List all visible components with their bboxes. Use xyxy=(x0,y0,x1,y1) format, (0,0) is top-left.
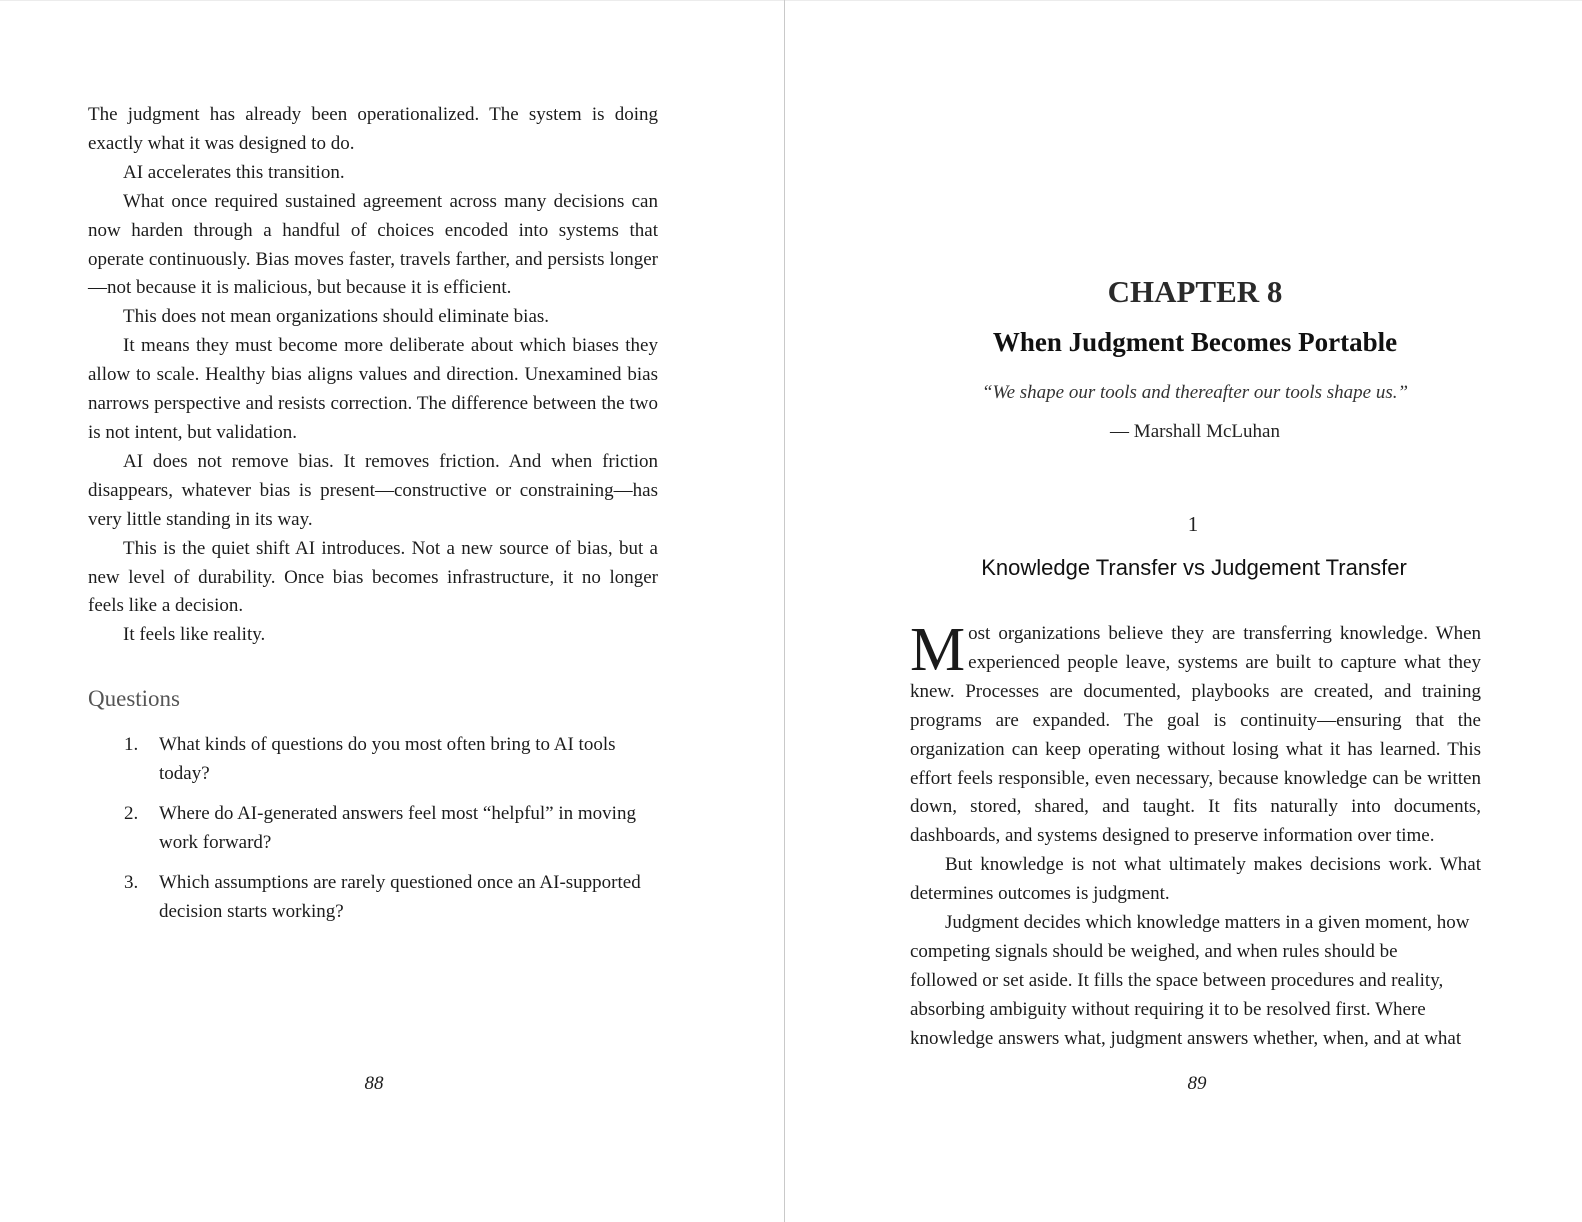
questions-list xyxy=(88,730,658,937)
epigraph-quote: “We shape our tools and thereafter our tools shape us.” xyxy=(981,382,1409,403)
question-text: Where do AI-generated answers feel most “helpful” in moving work forward? xyxy=(159,803,636,853)
body-paragraph: What once required sustained agreement across many decisions can now harden through a handful of choices encoded into systems that operate continuously. Bias moves faster, travels farther, and persists longer—not because it is malicious, but because it is efficient. xyxy=(88,190,658,299)
body-paragraph: This is the quiet shift AI introduces. Not a new source of bias, but a new level of durability. Once bias becomes infrastructure, it no longer feels like a decision. xyxy=(88,537,658,617)
body-paragraph: The judgment has already been operationalized. The system is doing exactly what it was designed to do. xyxy=(88,104,658,154)
right-page-body xyxy=(910,616,1481,1054)
epigraph-attribution: — Marshall McLuhan xyxy=(1110,421,1280,442)
body-paragraph: followed or set aside. It fills the space between procedures and reality, absorbing ambiguity without requiring it to be resolved first. Where knowledge answers what, judgment answers whether, when, and at what xyxy=(910,969,1462,1049)
body-paragraph: AI accelerates this transition. xyxy=(123,161,345,183)
left-page xyxy=(0,0,784,1222)
body-paragraph: Judgment decides which knowledge matters in a given moment, how competing signals should be weighed, and when rules should be xyxy=(910,912,1470,962)
question-text: Which assumptions are rarely questioned once an AI-supported decision starts working? xyxy=(159,872,641,922)
question-number: 1. xyxy=(124,734,139,755)
section-title: Knowledge Transfer vs Judgement Transfer xyxy=(981,555,1407,580)
body-paragraph: It feels like reality. xyxy=(123,624,266,646)
left-page-body xyxy=(88,101,658,650)
questions-heading: Questions xyxy=(88,686,180,711)
question-text: What kinds of questions do you most often bring to AI tools today? xyxy=(159,734,616,784)
question-item xyxy=(88,730,658,788)
question-item xyxy=(88,799,658,857)
body-paragraph: But knowledge is not what ultimately makes decisions work. What determines outcomes is judgment. xyxy=(910,854,1481,905)
page-number: 89 xyxy=(1187,1073,1207,1094)
body-paragraph: It means they must become more deliberate about which biases they allow to scale. Healthy bias aligns values and direction. Unexamined bias narrows perspective and resists correction. The difference between the two is not intent, but validation. xyxy=(88,335,658,443)
question-number: 3. xyxy=(124,872,139,893)
right-page xyxy=(785,0,1582,1222)
page-number: 88 xyxy=(364,1073,384,1094)
question-number: 2. xyxy=(124,803,139,824)
paragraph-text: ost organizations believe they are transferring knowledge. When experienced people leave, systems are built to capture what they knew. Processes are documented, playbooks are created, and training programs are expanded. The goal is continuity—ensuring that the organization can keep operating without losing what it has learned. This effort feels responsible, even necessary, because knowledge can be written down, stored, shared, and taught. It fits naturally into documents, dashboards, and systems designed to preserve information over time. xyxy=(910,623,1481,847)
section-number: 1 xyxy=(1187,512,1199,536)
chapter-label: CHAPTER 8 xyxy=(1107,274,1283,309)
body-paragraph: AI does not remove bias. It removes friction. And when friction disappears, whatever bias is present—constructive or constraining—has very little standing in its way. xyxy=(88,450,658,530)
body-paragraph: This does not mean organizations should eliminate bias. xyxy=(123,306,550,328)
chapter-title: When Judgment Becomes Portable xyxy=(992,327,1398,357)
drop-cap: M xyxy=(910,616,966,684)
question-item xyxy=(88,868,658,926)
body-paragraph xyxy=(910,616,1481,851)
